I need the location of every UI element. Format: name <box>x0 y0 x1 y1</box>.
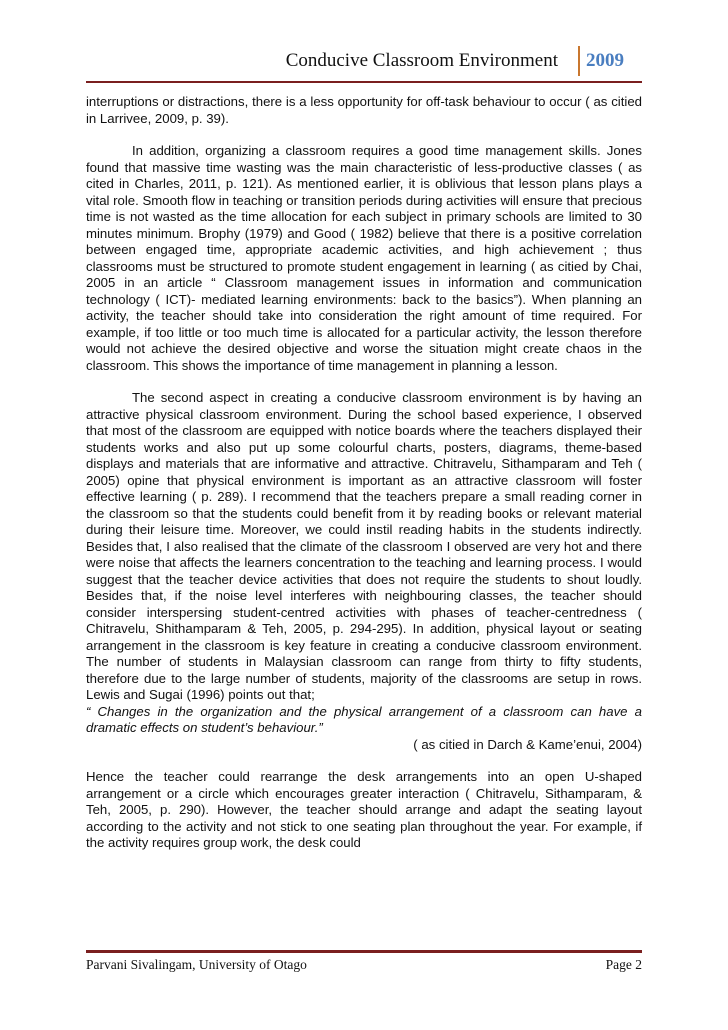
paragraph-2: In addition, organizing a classroom requires a good time management skills. Jones found that massive time wasting was the main characteristic of less-productive classes ( as cited in Charles, 2011, p. 121). As mentioned earlier, it is oblivious that lesson plans plays a vital role. Smooth flow in teaching or transition periods during activities will ensure that precious time is not wasted as the time allocation for each subject in primary schools are limited to 30 minutes minimum. Brophy (1979) and Good ( 1982) believe that there is a positive correlation between engaged time, appropriate academic activities, and high achievement ; thus classrooms must be structured to promote student engagement in learning ( as citied by Chai, 2005 in an article “ Classroom management issues in information and communication technology ( ICT)- mediated learning environments: back to the basics”). When planning an activity, the teacher should take into consideration the right amount of time required. For example, if too little or too much time is allocated for a particular activity, the lesson therefore would not achieve the desired objective and worse the situation might create chaos in the classroom. This shows the importance of time management in planning a lesson. <box>86 143 642 373</box>
header-year: 2009 <box>586 50 624 71</box>
header-divider <box>578 46 580 76</box>
quote-source: ( as citied in Darch & Kame’enui, 2004) <box>413 736 642 752</box>
paragraph-4: Hence the teacher could rearrange the desk arrangements into an open U-shaped arrangement or a circle which encourages greater interaction ( Chitravelu, Sithamparam, & Teh, 2005, p. 290). However, the teacher should arrange and adapt the seating layout according to the activity and not stick to one seating plan throughout the year. For example, if the activity requires group work, the desk could <box>86 769 642 850</box>
page-header <box>0 44 642 80</box>
header-title: Conducive Classroom Environment <box>285 50 558 71</box>
paragraph-1: interruptions or distractions, there is a less opportunity for off-task behaviour to occur ( as citied in Larrivee, 2009, p. 39). <box>86 94 642 126</box>
footer-author: Parvani Sivalingam, University of Otago <box>86 957 307 972</box>
block-quote: “ Changes in the organization and the physical arrangement of a classroom can have a dramatic effects on student’s behaviour.” <box>86 703 642 735</box>
footer-page-number: Page 2 <box>605 957 642 972</box>
document-body <box>86 94 642 868</box>
paragraph-3: The second aspect in creating a conducive classroom environment is by having an attractive physical classroom environment. During the school based experience, I observed that most of the classroom are equipped with notice boards where the teachers displayed their students works and also put up some colourful charts, posters, diagrams, theme-based displays and materials that are informative and attractive. Chitravelu, Sithamparam and Teh ( 2005) opine that physical environment is important as an attractive classroom will foster effective learning ( p. 289). I recommend that the teachers prepare a small reading corner in the classroom so that the students could benefit from it by reading books or relevant material during their leisure time. Moreover, we could instil reading habits in the students indirectly. Besides that, I also realised that the climate of the classroom I observed are very hot and there were noise that affects the learners concentration to the teaching and learning process. I would suggest that the teacher device activities that does not require the students to shout loudly. Besides that, if the noise level interferes with neighbouring classes, the teacher should consider interspersing student-centred activities with phases of teacher-centredness ( Chitravelu, Shithamparam & Teh, 2005, p. 294-295). In addition, physical layout or seating arrangement in the classroom is key feature in creating a conducive classroom environment. The number of students in Malaysian classroom can range from thirty to fifty students, therefore due to the large number of students, majority of the classrooms are setup in rows. Lewis and Sugai (1996) points out that; <box>86 390 642 702</box>
header-rule <box>86 81 642 83</box>
footer-rule <box>86 950 642 953</box>
